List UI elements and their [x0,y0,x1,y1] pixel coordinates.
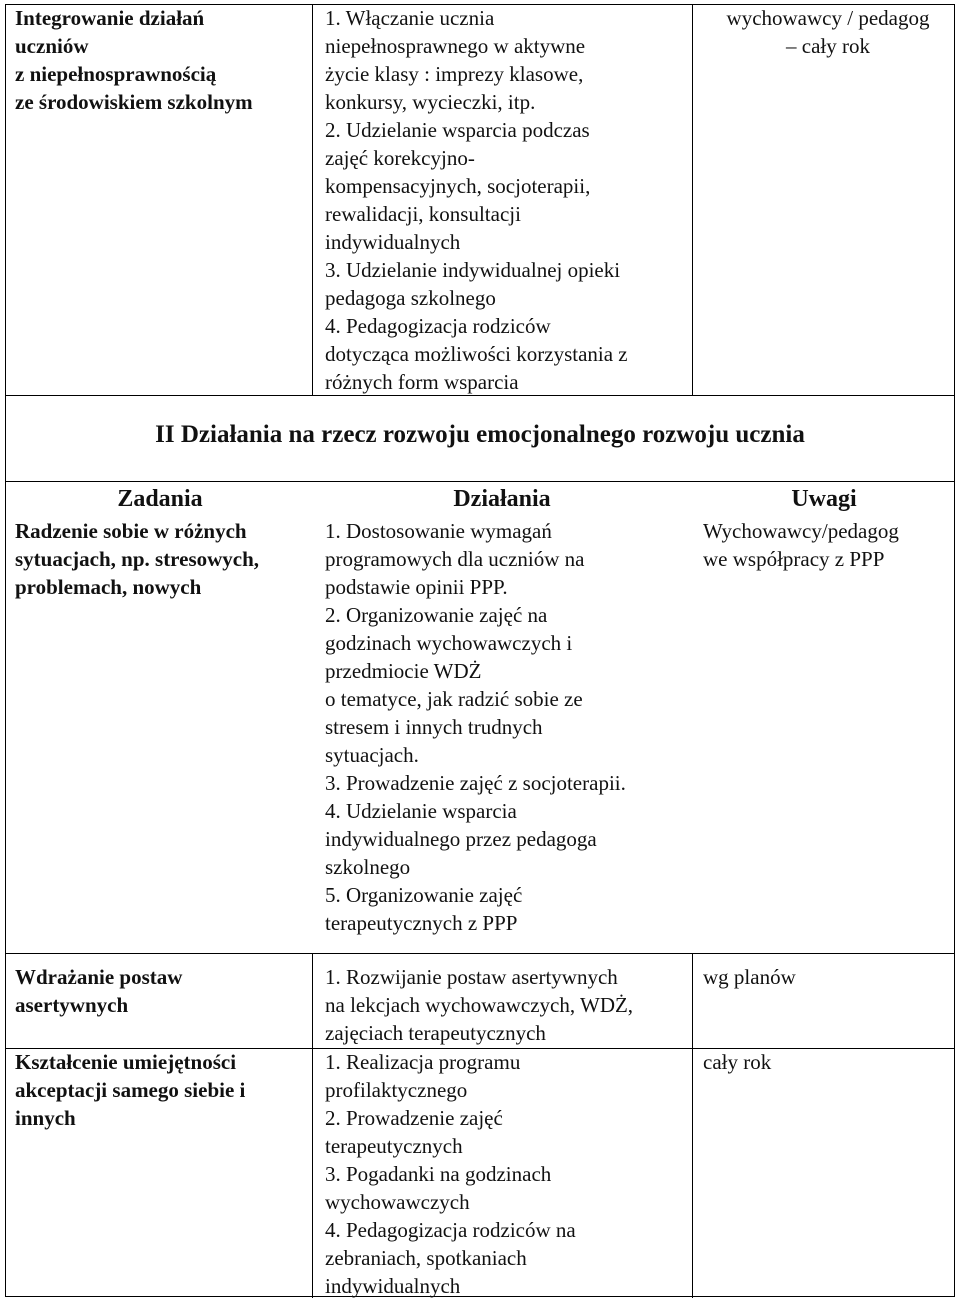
task-cell: Integrowanie działań uczniów z niepełnosprawnością ze środowiskiem szkolnym [15,6,253,114]
column-divider [692,953,693,1298]
column-divider [312,953,313,1298]
actions-cell: 1. Dostosowanie wymagań programowych dla uczniów na podstawie opinii PPP. 2. Organizowanie zajęć na godzinach wychowawczych i przedmiocie WDŻ o tematyce, jak radzić sobie ze stresem i innych trudnych sytuacjach. 3. Prowadzenie zajęć z socjoterapii. 4. Udzielanie wsparcia indywidualnego przez pedagoga szkolnego 5. Organizowanie zajęć terapeutycznych z PPP [325,519,626,935]
actions-cell: 1. Rozwijanie postaw asertywnych na lekcjach wychowawczych, WDŻ, zajęciach terapeutycznych [325,965,634,1045]
task-cell: Radzenie sobie w różnych sytuacjach, np. stresowych, problemach, nowych [15,519,260,599]
section-title: II Działania na rzecz rozwoju emocjonalnego rozwoju ucznia [155,421,805,448]
column-header-notes: Uwagi [791,486,857,512]
row-divider [6,953,954,954]
task-cell: Kształcenie umiejętności akceptacji samego siebie i innych [15,1050,246,1130]
notes-cell: cały rok [703,1050,772,1074]
column-divider [692,5,693,395]
column-header-actions: Działania [453,486,551,512]
column-header-tasks: Zadania [117,486,203,512]
task-cell: Wdrażanie postaw asertywnych [15,965,183,1017]
column-divider [312,5,313,395]
row-divider [6,481,954,482]
notes-cell: wychowawcy / pedagog – cały rok [726,6,930,58]
actions-cell: 1. Realizacja programu profilaktycznego 2. Prowadzenie zajęć terapeutycznych 3. Pogadanki na godzinach wychowawczych 4. Pedagogizacja rodziców na zebraniach, spotkaniach indywidualnych [325,1050,576,1298]
actions-cell: 1. Włączanie ucznia niepełnosprawnego w aktywne życie klasy : imprezy klasowe, konkursy, wycieczki, itp. 2. Udzielanie wsparcia podczas zajęć korekcyjno- kompensacyjnych, socjoterapii, rewalidacji, konsultacji indywidualnych 3. Udzielanie indywidualnej opieki pedagoga szkolnego 4. Pedagogizacja rodziców dotycząca możliwości korzystania z różnych form wsparcia [325,6,628,394]
notes-cell: wg planów [703,965,796,989]
notes-cell: Wychowawcy/pedagog we współpracy z PPP [703,519,899,571]
